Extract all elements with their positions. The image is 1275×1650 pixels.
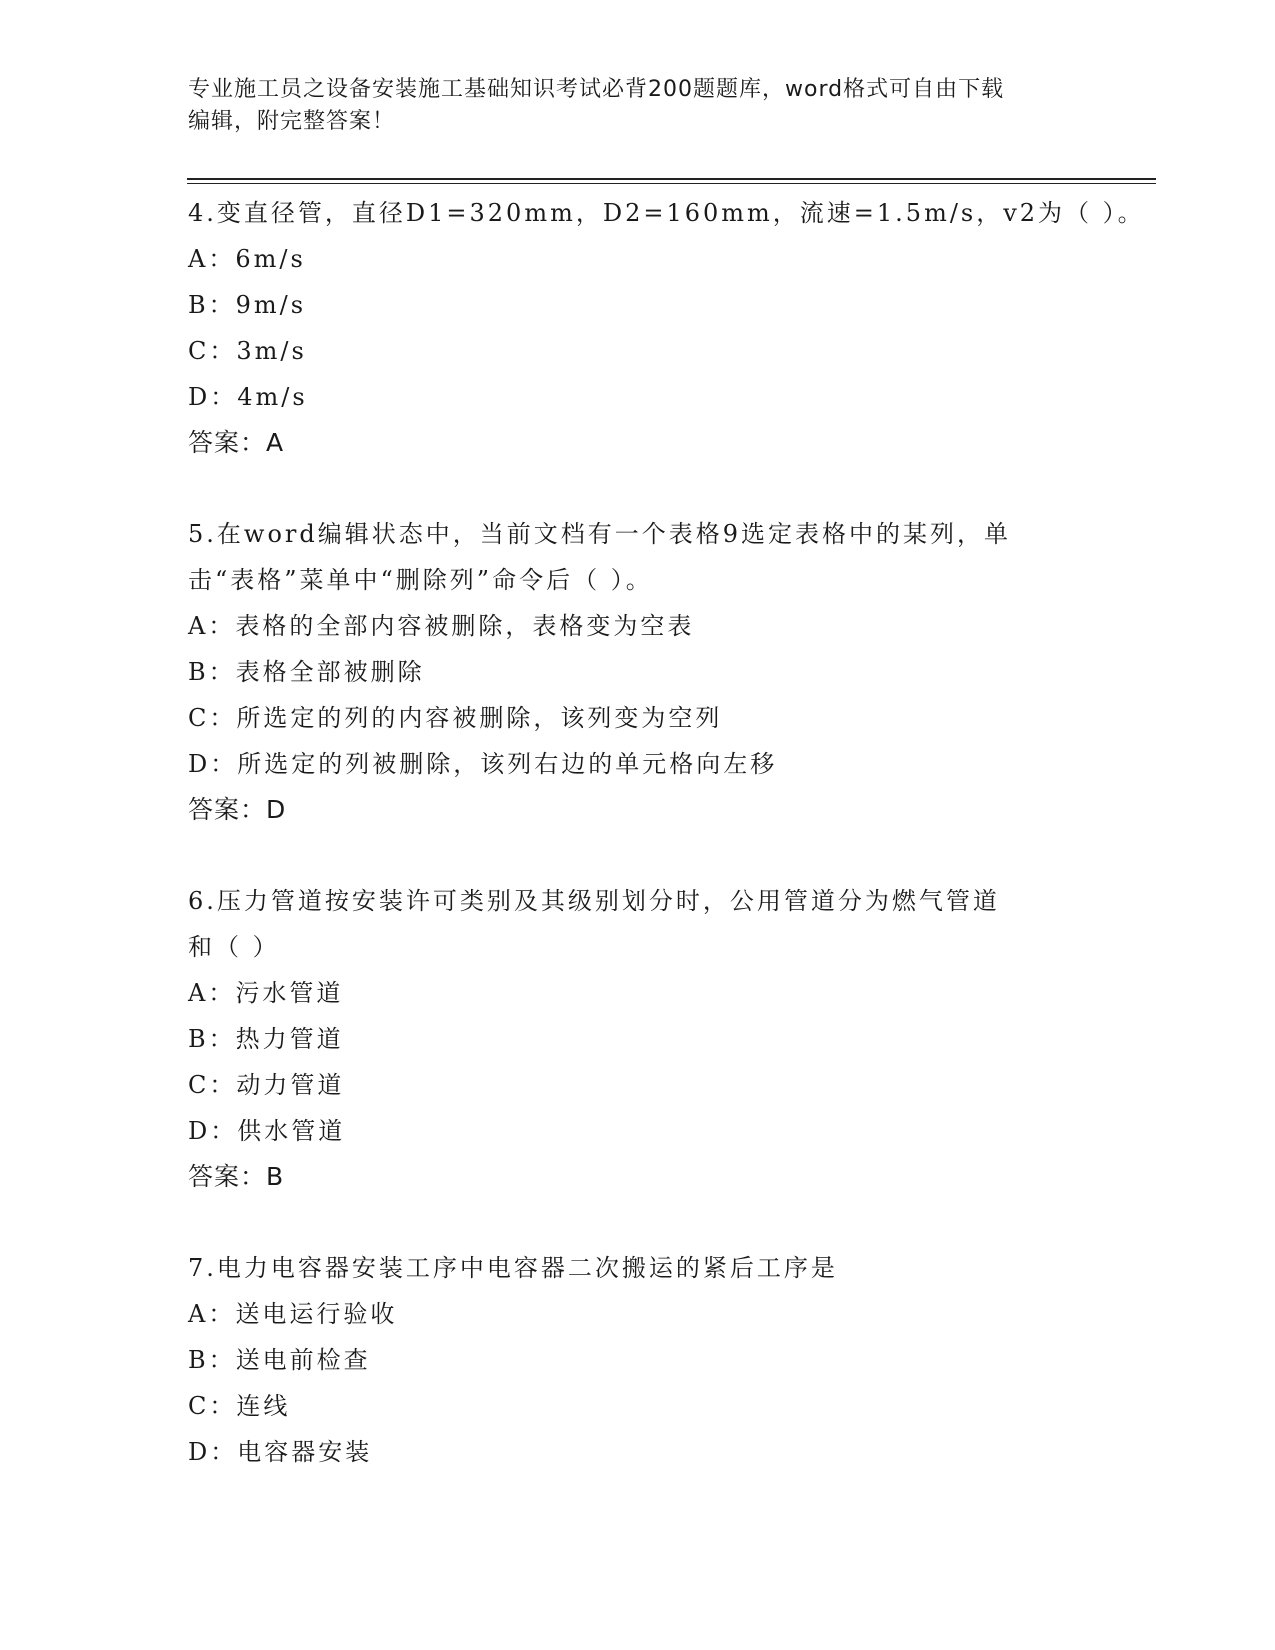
header-divider-thick bbox=[187, 178, 1156, 180]
question-stem-line-1: 6.压力管道按安装许可类别及其级别划分时，公用管道分为燃气管道 bbox=[188, 887, 1000, 915]
option-c: C：连线 bbox=[188, 1392, 291, 1420]
option-c: C：所选定的列的内容被删除，该列变为空列 bbox=[188, 704, 723, 732]
option-c: C：3m/s bbox=[188, 337, 307, 365]
answer-line: 答案：A bbox=[188, 428, 285, 457]
option-a: A：6m/s bbox=[188, 245, 306, 273]
spacer bbox=[188, 1200, 1088, 1245]
question-block-4 bbox=[188, 190, 1145, 466]
option-a: A：表格的全部内容被删除，表格变为空表 bbox=[188, 612, 695, 640]
question-stem-line-2: 和（ ） bbox=[188, 933, 280, 961]
header-title-line-2: 编辑，附完整答案！ bbox=[188, 109, 396, 134]
option-b: B：送电前检查 bbox=[188, 1346, 371, 1374]
option-d: D：供水管道 bbox=[188, 1117, 346, 1145]
question-stem-line-2: 击“表格”菜单中“删除列”命令后（ ）。 bbox=[188, 566, 653, 594]
option-b: B：热力管道 bbox=[188, 1025, 344, 1053]
option-a: A：污水管道 bbox=[188, 979, 344, 1007]
question-block-5 bbox=[188, 511, 1088, 833]
question-block-7 bbox=[188, 1245, 1088, 1475]
header-title-line-1: 专业施工员之设备安装施工基础知识考试必背200题题库，word格式可自由下载 bbox=[188, 77, 1005, 102]
answer-line: 答案：D bbox=[188, 795, 287, 824]
question-block-6 bbox=[188, 878, 1088, 1200]
question-stem: 4.变直径管，直径D1=320mm，D2=160mm，流速=1.5m/s，v2为（ ）。 bbox=[188, 199, 1145, 227]
header-divider-thin bbox=[187, 183, 1156, 184]
option-d: D：电容器安装 bbox=[188, 1438, 373, 1466]
option-c: C：动力管道 bbox=[188, 1071, 345, 1099]
option-b: B：9m/s bbox=[188, 291, 307, 319]
question-stem: 7.电力电容器安装工序中电容器二次搬运的紧后工序是 bbox=[188, 1254, 838, 1282]
option-b: B：表格全部被删除 bbox=[188, 658, 425, 686]
question-list bbox=[188, 190, 1145, 1475]
spacer bbox=[188, 833, 1088, 878]
document-header bbox=[188, 74, 1078, 138]
question-stem-line-1: 5.在word编辑状态中，当前文档有一个表格9选定表格中的某列，单 bbox=[188, 520, 1011, 548]
option-a: A：送电运行验收 bbox=[188, 1300, 398, 1328]
answer-line: 答案：B bbox=[188, 1162, 285, 1191]
option-d: D：4m/s bbox=[188, 383, 308, 411]
spacer bbox=[188, 466, 1088, 511]
option-d: D：所选定的列被删除，该列右边的单元格向左移 bbox=[188, 750, 778, 778]
